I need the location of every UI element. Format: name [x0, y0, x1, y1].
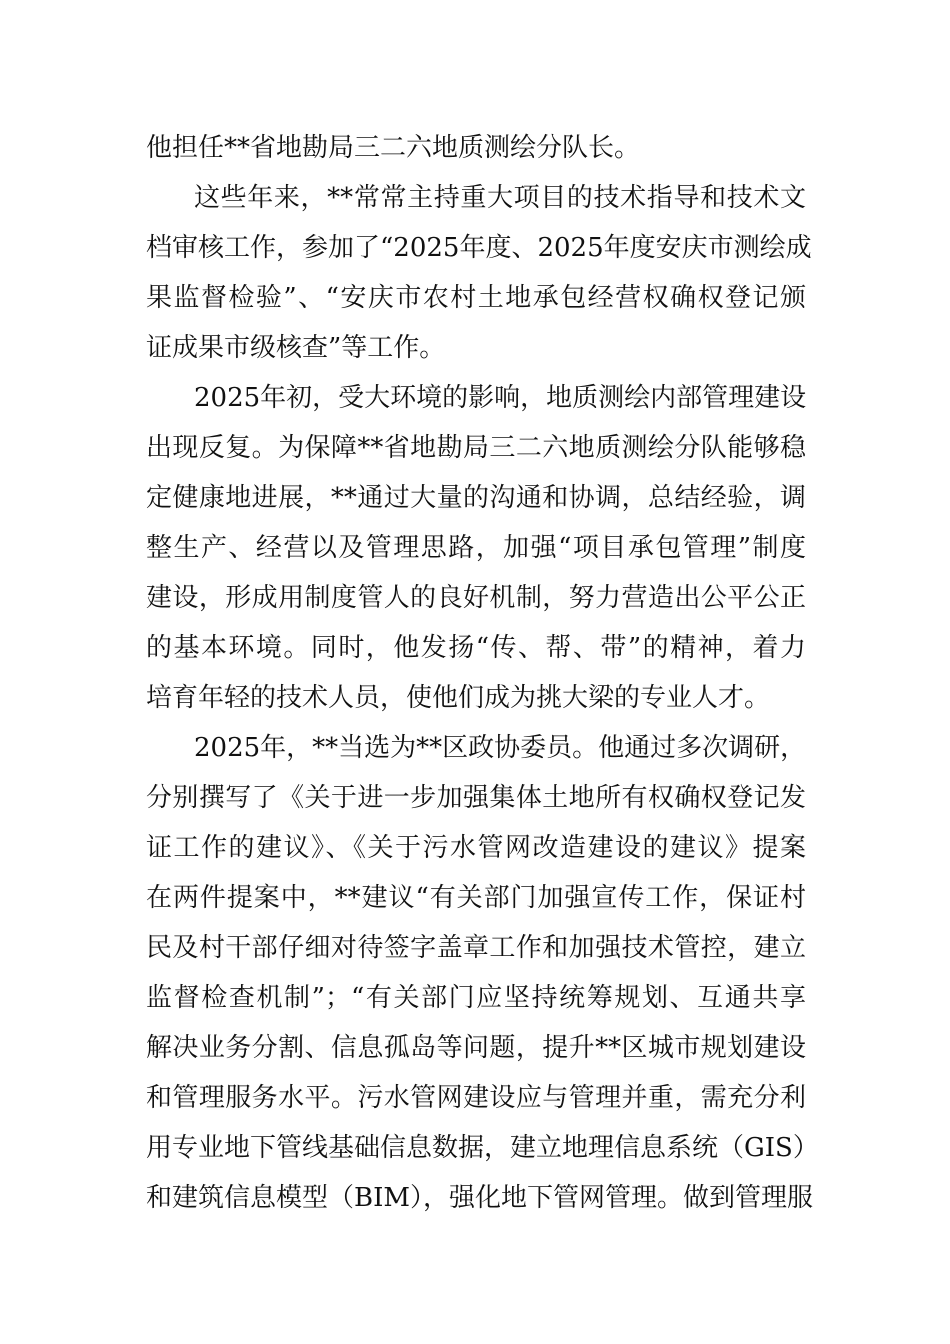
- text-line: 的基本环境。同时，他发扬“传、帮、带”的精神，着力: [146, 633, 806, 663]
- text-line: 2025年初，受大环境的影响，地质测绘内部管理建设: [194, 383, 807, 413]
- text-line: 证工作的建议》、《关于污水管网改造建设的建议》提案: [146, 833, 806, 863]
- text-line: 定健康地进展，**通过大量的沟通和协调，总结经验，调: [146, 483, 806, 513]
- text-line: 用专业地下管线基础信息数据，建立地理信息系统（GIS）: [146, 1133, 819, 1163]
- text-line: 在两件提案中，**建议“有关部门加强宣传工作，保证村: [146, 883, 806, 913]
- text-line: 建设，形成用制度管人的良好机制，努力营造出公平公正: [146, 583, 806, 613]
- text-line: 和管理服务水平。污水管网建设应与管理并重，需充分利: [146, 1083, 806, 1113]
- text-line: 培育年轻的技术人员，使他们成为挑大梁的专业人才。: [146, 683, 771, 713]
- text-line: 解决业务分割、信息孤岛等问题，提升**区城市规划建设: [146, 1033, 806, 1063]
- text-line: 出现反复。为保障**省地勘局三二六地质测绘分队能够稳: [146, 433, 806, 463]
- text-line: 民及村干部仔细对待签字盖章工作和加强技术管控，建立: [146, 933, 806, 963]
- text-line: 档审核工作，参加了“2025年度、2025年度安庆市测绘成: [146, 233, 812, 263]
- text-line: 这些年来，**常常主持重大项目的技术指导和技术文: [194, 183, 806, 213]
- text-line: 整生产、经营以及管理思路，加强“项目承包管理”制度: [146, 533, 806, 563]
- text-line: 分别撰写了《关于进一步加强集体土地所有权确权登记发: [146, 783, 806, 813]
- text-line: 监督检查机制”；“有关部门应坚持统筹规划、互通共享: [146, 983, 806, 1013]
- text-line: 证成果市级核查”等工作。: [146, 333, 446, 363]
- text-line: 和建筑信息模型（BIM），强化地下管网管理。做到管理服: [146, 1183, 813, 1213]
- text-line: 果监督检验”、“安庆市农村土地承包经营权确权登记颁: [146, 283, 806, 313]
- text-line: 他担任**省地勘局三二六地质测绘分队长。: [146, 133, 641, 163]
- text-line: 2025年，**当选为**区政协委员。他通过多次调研，: [194, 733, 807, 763]
